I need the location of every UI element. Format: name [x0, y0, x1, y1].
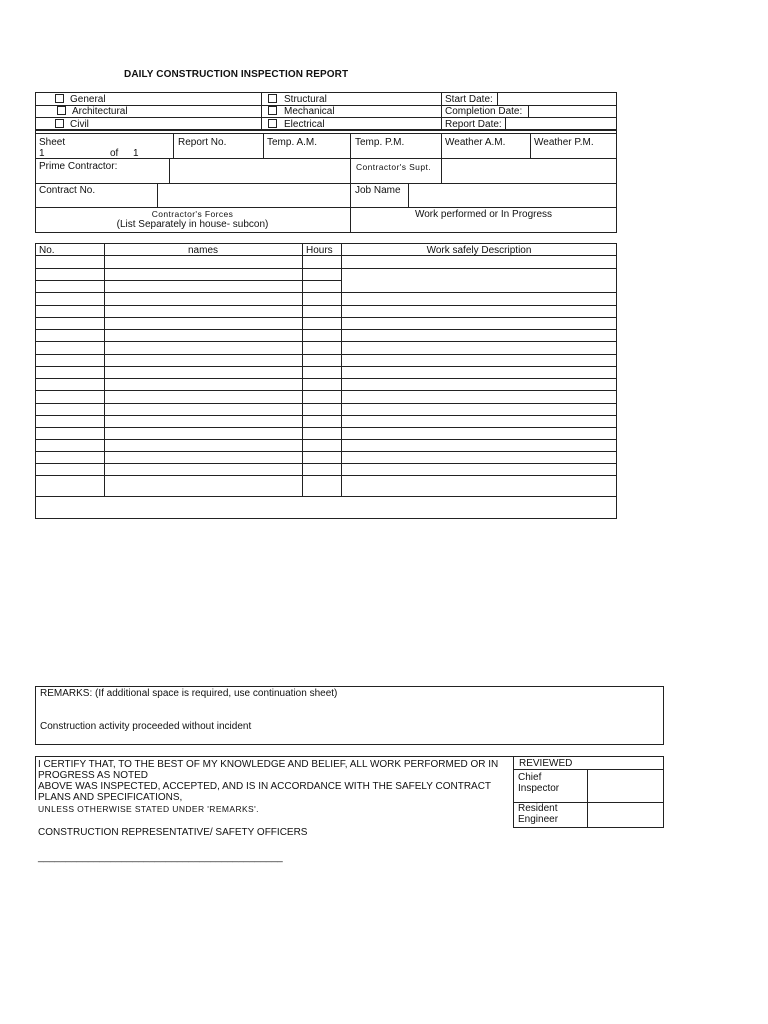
- report-title: DAILY CONSTRUCTION INSPECTION REPORT: [124, 69, 349, 80]
- table-row-line: [35, 341, 341, 342]
- table-row-line: [35, 475, 341, 476]
- table-row-line: [35, 378, 341, 379]
- col-header-names: names: [187, 245, 218, 256]
- weather-am-label: Weather A.M.: [445, 137, 506, 148]
- table-row-line: [35, 305, 341, 306]
- table-row-line: [35, 354, 341, 355]
- col-header-description: Work safely Description: [426, 245, 532, 256]
- col-header-hours: Hours: [306, 245, 333, 256]
- chief-inspector-label-1: Chief: [518, 772, 542, 783]
- table-row-line: [341, 427, 617, 428]
- category-mechanical: Mechanical: [284, 106, 335, 117]
- table-row-line: [35, 280, 341, 281]
- remarks-text: Construction activity proceeded without incident: [40, 721, 252, 732]
- work-performed-label: Work performed or In Progress: [414, 209, 553, 220]
- table-row-line: [341, 317, 617, 318]
- table-row-line: [35, 415, 341, 416]
- table-row-line: [341, 403, 617, 404]
- col-header-no: No.: [39, 245, 55, 256]
- category-civil: Civil: [70, 119, 89, 130]
- table-row-line: [341, 475, 617, 476]
- temp-am-label: Temp. A.M.: [267, 137, 318, 148]
- certify-line1: I CERTIFY THAT, TO THE BEST OF MY KNOWLEDGE AND BELIEF, ALL WORK PERFORMED OR IN: [38, 759, 499, 770]
- workforce-table: [35, 243, 617, 519]
- architectural-checkbox[interactable]: [57, 106, 66, 115]
- table-row-line: [35, 292, 341, 293]
- prime-contractor-label: Prime Contractor:: [39, 161, 118, 172]
- table-row-line: [341, 390, 617, 391]
- resident-engineer-label-2: Engineer: [518, 814, 559, 825]
- general-checkbox[interactable]: [55, 94, 64, 103]
- table-row-line: [341, 366, 617, 367]
- sheet-of-label: of: [110, 148, 119, 159]
- signature-line: ____________________________________________: [38, 852, 283, 863]
- table-row-line: [341, 305, 617, 306]
- contractors-supt-label: Contractor's Supt.: [356, 162, 431, 172]
- weather-pm-label: Weather P.M.: [534, 137, 594, 148]
- table-row-line: [341, 354, 617, 355]
- table-row-line: [341, 329, 617, 330]
- table-row-line: [35, 268, 341, 269]
- category-architectural: Architectural: [72, 106, 128, 117]
- report-date-label: Report Date:: [445, 119, 502, 130]
- electrical-checkbox[interactable]: [268, 119, 277, 128]
- table-row-line: [341, 463, 617, 464]
- table-row-line: [35, 366, 341, 367]
- table-row-line: [341, 292, 617, 293]
- certify-line3: ABOVE WAS INSPECTED, ACCEPTED, AND IS IN ACCORDANCE WITH THE SAFELY CONTRACT: [38, 781, 492, 792]
- sheet-total: 1: [133, 148, 139, 159]
- structural-checkbox[interactable]: [268, 94, 277, 103]
- table-row-line: [35, 403, 341, 404]
- table-row-line: [341, 268, 617, 269]
- table-row-line: [341, 378, 617, 379]
- start-date-label: Start Date:: [445, 94, 493, 105]
- construction-rep-label: CONSTRUCTION REPRESENTATIVE/ SAFETY OFFICERS: [38, 827, 308, 838]
- table-row-line: [35, 255, 341, 256]
- job-name-label: Job Name: [355, 185, 401, 196]
- table-row-line: [341, 415, 617, 416]
- report-no-label: Report No.: [178, 137, 227, 148]
- certify-line4: PLANS AND SPECIFICATIONS,: [38, 792, 183, 803]
- table-row-line: [341, 255, 617, 256]
- reviewed-label: REVIEWED: [519, 758, 573, 769]
- table-row-line: [35, 329, 341, 330]
- forces-note: (List Separately in house- subcon): [116, 219, 269, 230]
- category-general: General: [70, 94, 106, 105]
- remarks-label: REMARKS: (If additional space is required, use continuation sheet): [40, 688, 338, 699]
- resident-engineer-label-1: Resident: [518, 803, 558, 814]
- table-row-line: [35, 317, 341, 318]
- table-row-line: [35, 427, 341, 428]
- chief-inspector-label-2: Inspector: [518, 783, 560, 794]
- contractors-forces-label: Contractor's Forces: [151, 209, 234, 219]
- temp-pm-label: Temp. P.M.: [355, 137, 405, 148]
- table-row-line: [341, 496, 617, 497]
- category-structural: Structural: [284, 94, 327, 105]
- contract-no-label: Contract No.: [39, 185, 96, 196]
- table-row-line: [35, 451, 341, 452]
- table-row-line: [35, 463, 341, 464]
- table-row-line: [35, 496, 341, 497]
- table-row-line: [341, 341, 617, 342]
- table-row-line: [35, 439, 341, 440]
- sheet-label: Sheet: [39, 137, 66, 148]
- table-row-line: [341, 439, 617, 440]
- completion-date-label: Completion Date:: [445, 106, 523, 117]
- certify-line2: PROGRESS AS NOTED: [38, 770, 149, 781]
- certify-line5: UNLESS OTHERWISE STATED UNDER 'REMARKS'.: [38, 804, 259, 814]
- category-electrical: Electrical: [284, 119, 325, 130]
- table-row-line: [35, 390, 341, 391]
- mechanical-checkbox[interactable]: [268, 106, 277, 115]
- sheet-number: 1: [39, 148, 45, 159]
- civil-checkbox[interactable]: [55, 119, 64, 128]
- table-row-line: [341, 451, 617, 452]
